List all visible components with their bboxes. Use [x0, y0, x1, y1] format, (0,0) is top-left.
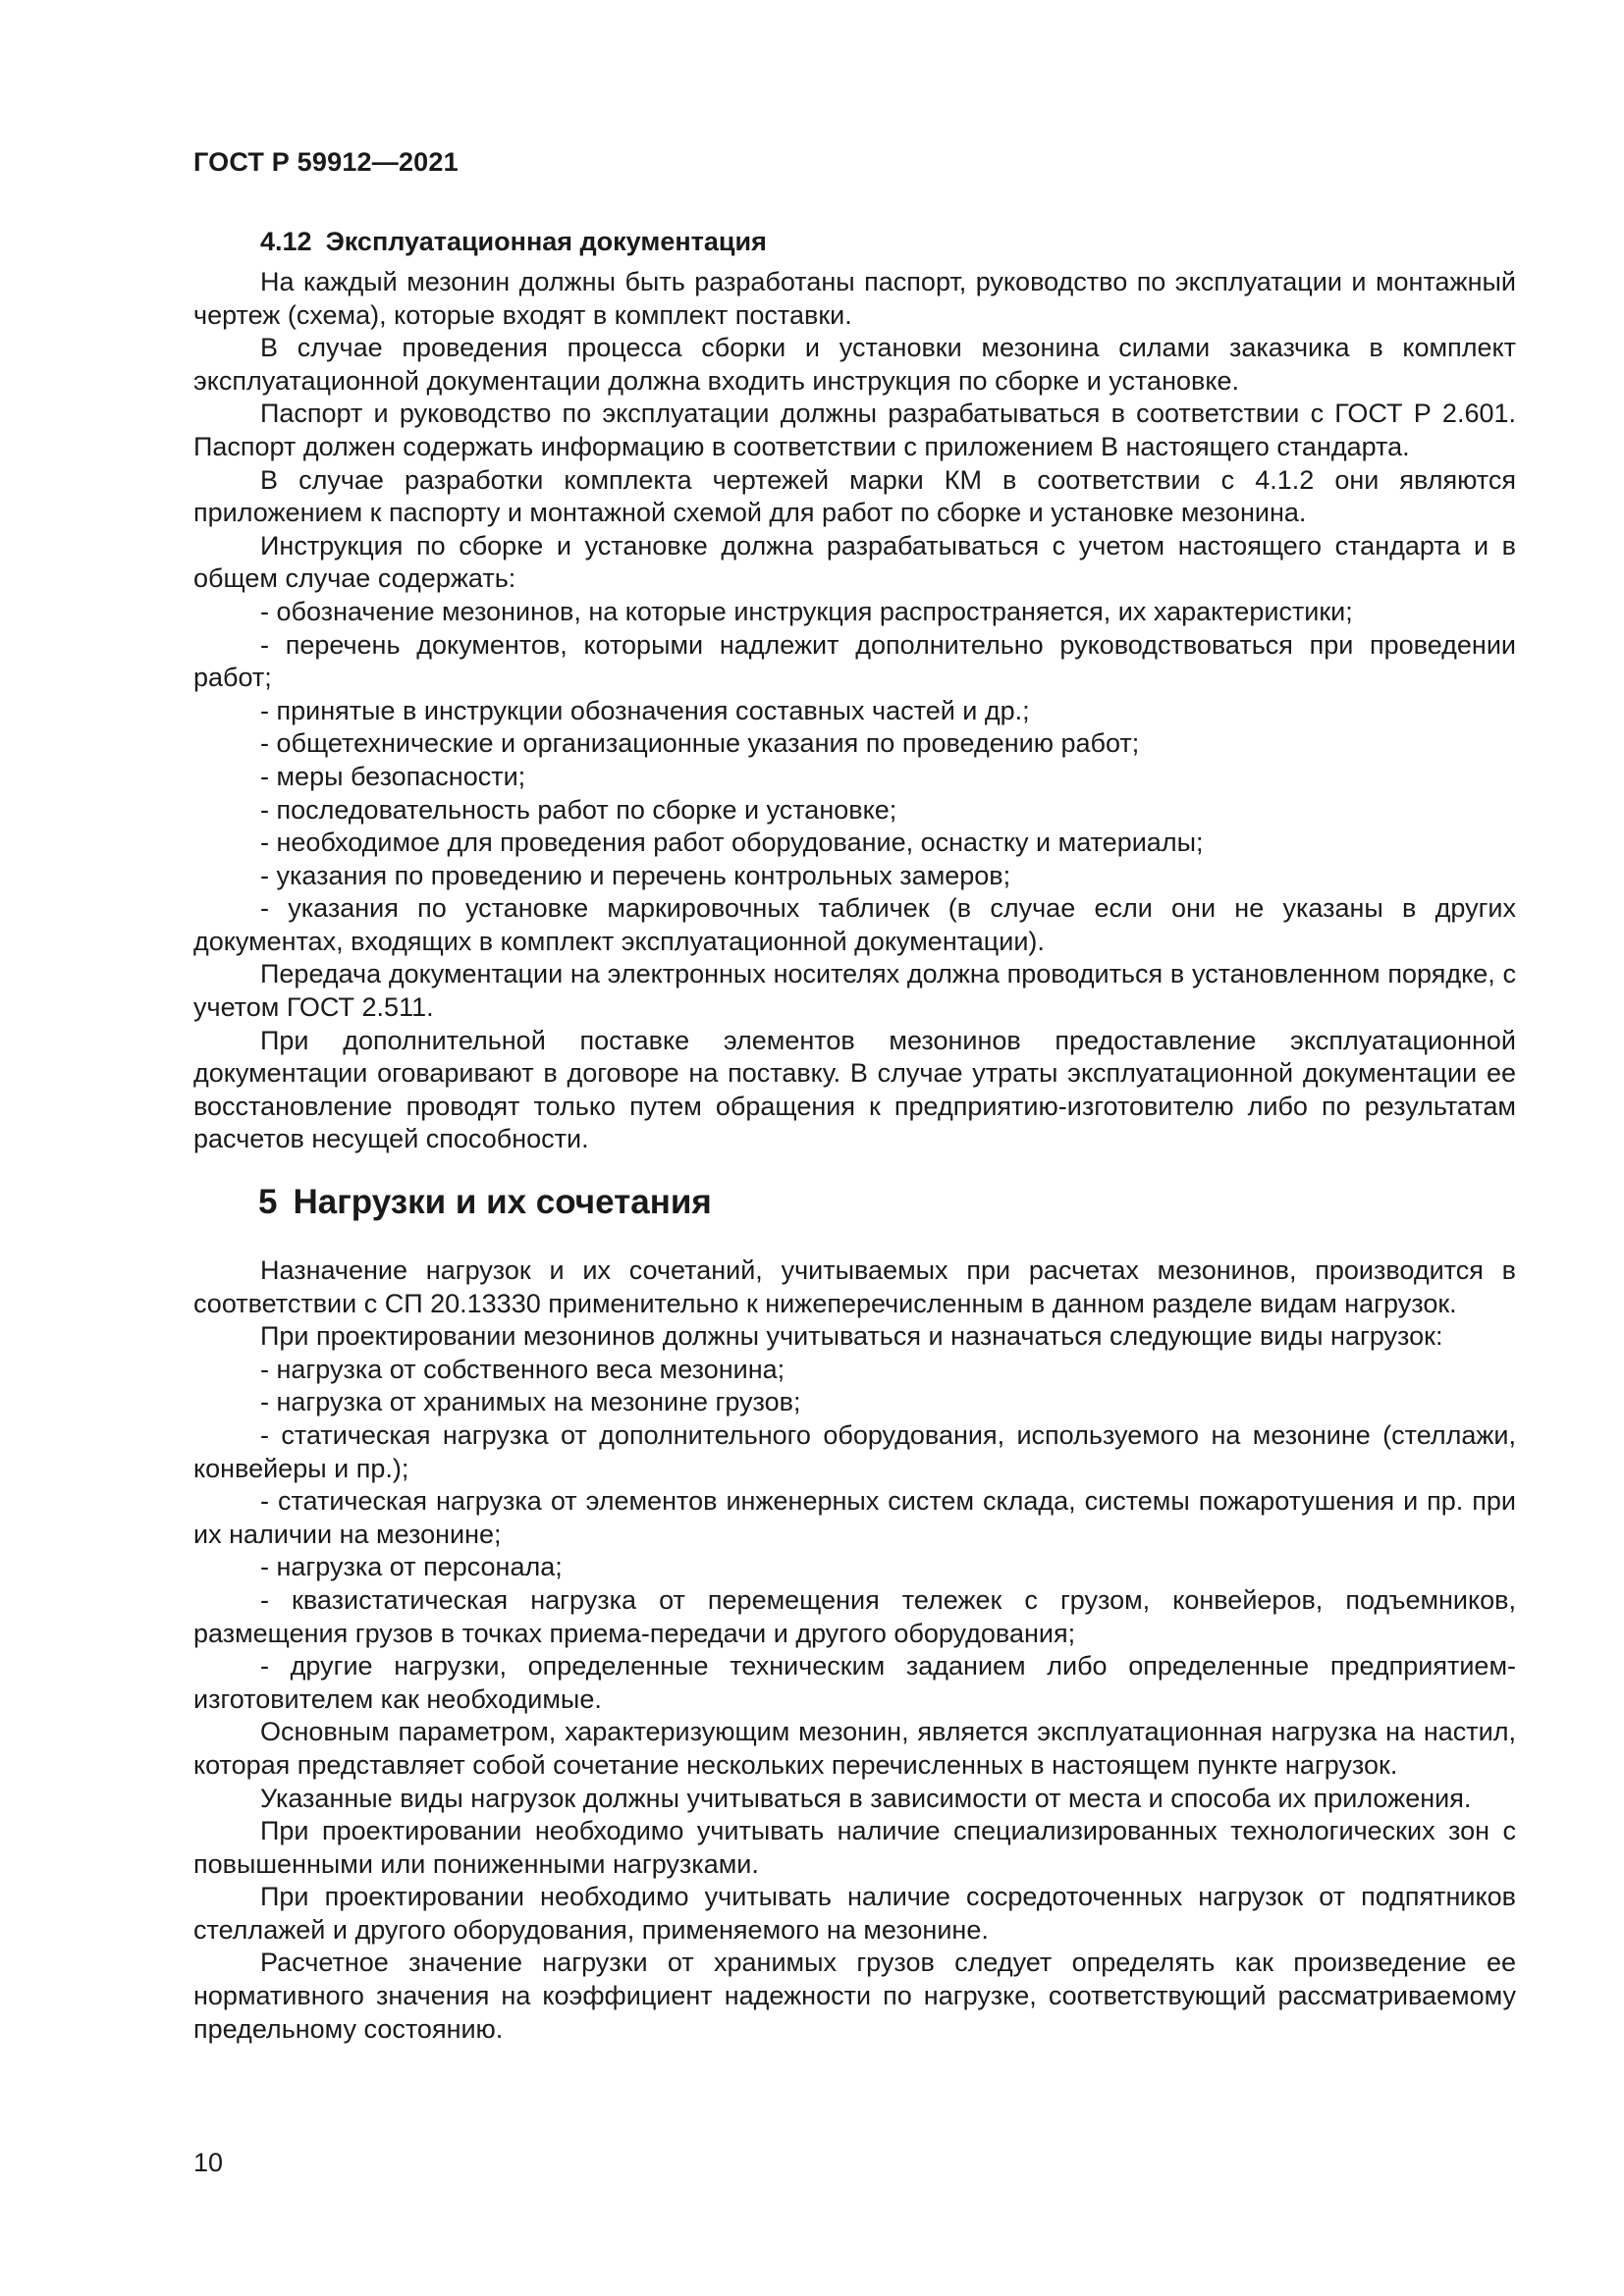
list-item: - нагрузка от хранимых на мезонине грузов; [260, 1387, 801, 1417]
list-item: - другие нагрузки, определенные техническим заданием либо определенные предприятием-изготовителем как необходимые. [193, 1651, 1516, 1714]
paragraph: Инструкция по сборке и установке должна разрабатываться с учетом настоящего стандарта и в общем случае содержать: [193, 530, 1516, 594]
list-item: - обозначение мезонинов, на которые инструкция распространяется, их характеристики; [260, 596, 1353, 626]
paragraph: Передача документации на электронных носителях должна проводиться в установленном порядке, с учетом ГОСТ 2.511. [193, 959, 1516, 1023]
paragraph: Указанные виды нагрузок должны учитываться в зависимости от места и способа их приложения. [260, 1783, 1472, 1813]
document-header: ГОСТ Р 59912—2021 [193, 147, 459, 177]
paragraph: При дополнительной поставке элементов мезонинов предоставление эксплуатационной документации оговаривают в договоре на поставку. В случае утраты эксплуатационной документации ее восстановление проводят только путем обращения к предприятию-изготовителю либо по результатам расчетов несущей способности. [193, 1025, 1516, 1154]
page-number: 10 [193, 2148, 224, 2177]
list-item: - нагрузка от собственного веса мезонина; [260, 1354, 785, 1384]
paragraph: При проектировании необходимо учитывать наличие специализированных технологических зон с повышенными или пониженными нагрузками. [193, 1816, 1516, 1879]
list-item: - нагрузка от персонала; [260, 1552, 563, 1582]
section-number: 5 [258, 1183, 278, 1221]
section-title-text: Нагрузки и их сочетания [293, 1183, 712, 1221]
list-item: - принятые в инструкции обозначения составных частей и др.; [260, 695, 1030, 725]
list-item: - общетехнические и организационные указания по проведению работ; [260, 728, 1140, 759]
subsection-body [193, 266, 1516, 1156]
list-item: - необходимое для проведения работ оборудование, оснастку и материалы; [260, 828, 1204, 858]
section-body [193, 1255, 1516, 2046]
list-item: - меры безопасности; [260, 761, 526, 791]
paragraph: При проектировании мезонинов должны учитываться и назначаться следующие виды нагрузок: [260, 1321, 1443, 1352]
list-item: - перечень документов, которыми надлежит дополнительно руководствоваться при проведении работ; [193, 629, 1516, 693]
paragraph: При проектировании необходимо учитывать наличие сосредоточенных нагрузок от подпятников стеллажей и другого оборудования, применяемого на мезонине. [193, 1882, 1516, 1945]
list-item: - статическая нагрузка от дополнительного оборудования, используемого на мезонине (стеллажи, конвейеры и пр.); [193, 1419, 1516, 1483]
subsection-title [260, 227, 767, 257]
list-item: - указания по установке маркировочных табличек (в случае если они не указаны в других документах, входящих в комплект эксплуатационной документации). [193, 893, 1516, 956]
list-item: - статическая нагрузка от элементов инженерных систем склада, системы пожаротушения и пр. при их наличии на мезонине; [193, 1486, 1516, 1549]
paragraph: На каждый мезонин должны быть разработаны паспорт, руководство по эксплуатации и монтажный чертеж (схема), которые входят в комплект поставки. [193, 267, 1516, 330]
list-item: - последовательность работ по сборке и установке; [260, 794, 897, 825]
paragraph: В случае проведения процесса сборки и установки мезонина силами заказчика в комплект эксплуатационной документации должна входить инструкция по сборке и установке. [193, 333, 1516, 396]
paragraph: В случае разработки комплекта чертежей марки КМ в соответствии с 4.1.2 они являются приложением к паспорту и монтажной схемой для работ по сборке и установке мезонина. [193, 464, 1516, 528]
list-item: - квазистатическая нагрузка от перемещения тележек с грузом, конвейеров, подъемников, размещения грузов в точках приема-передачи и другого оборудования; [193, 1584, 1516, 1648]
list-item: - указания по проведению и перечень контрольных замеров; [260, 860, 1011, 890]
paragraph: Основным параметром, характеризующим мезонин, является эксплуатационная нагрузка на настил, которая представляет собой сочетание нескольких перечисленных в настоящем пункте нагрузок. [193, 1717, 1516, 1780]
section-title [258, 1183, 712, 1222]
subsection-title-text: Эксплуатационная документация [325, 227, 767, 256]
paragraph: Паспорт и руководство по эксплуатации должны разрабатываться в соответствии с ГОСТ Р 2.601. Паспорт должен содержать информацию в соответствии с приложением В настоящего стандарта. [193, 399, 1516, 461]
subsection-number: 4.12 [260, 227, 312, 256]
paragraph: Назначение нагрузок и их сочетаний, учитываемых при расчетах мезонинов, производится в соответствии с СП 20.13330 применительно к нижеперечисленным в данном разделе видам нагрузок. [193, 1255, 1516, 1318]
paragraph: Расчетное значение нагрузки от хранимых грузов следует определять как произведение ее нормативного значения на коэффициент надежности по нагрузке, соответствующий рассматриваемому предельному состоянию. [193, 1948, 1516, 2044]
